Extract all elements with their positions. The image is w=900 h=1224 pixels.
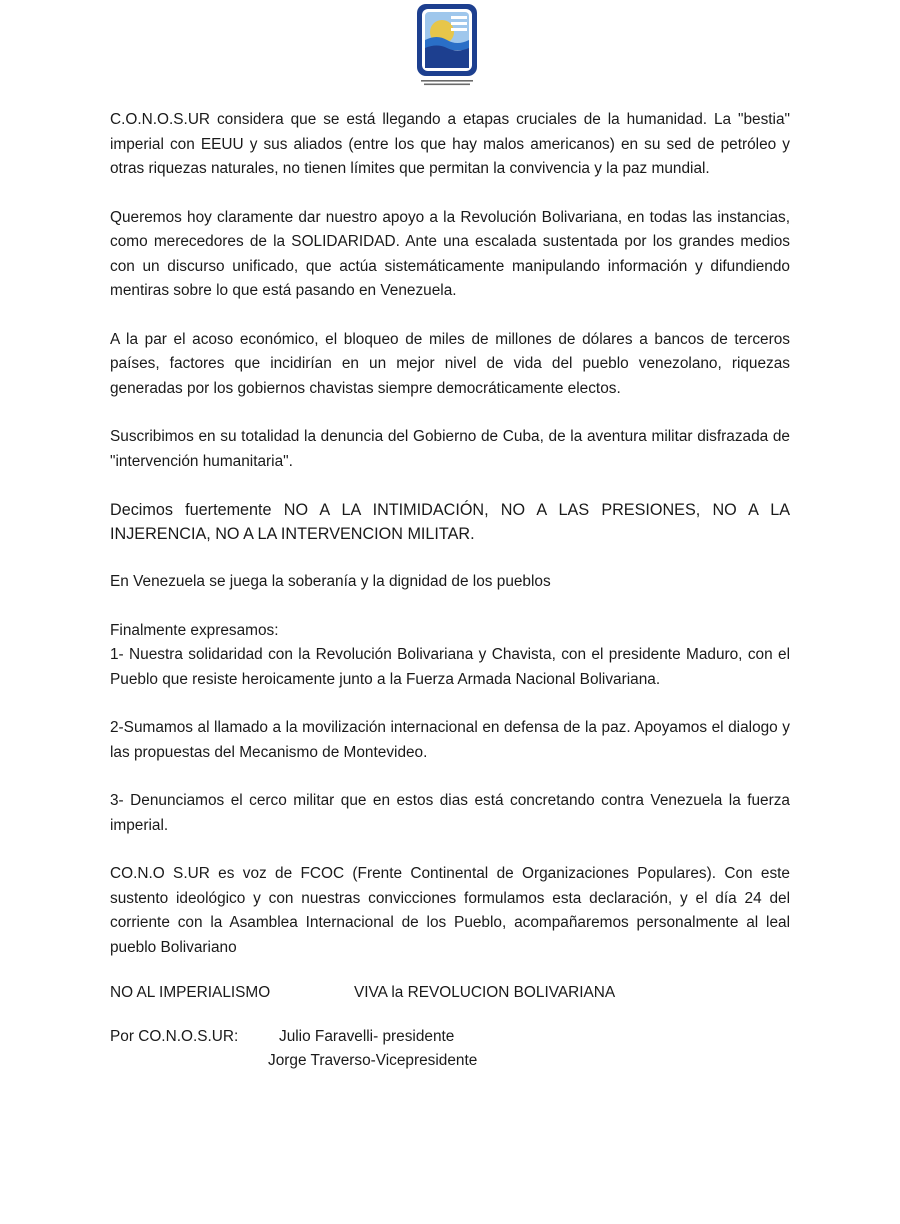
signer-president: Julio Faravelli- presidente (279, 1027, 455, 1045)
paragraph-support: Queremos hoy claramente dar nuestro apoyo a la Revolución Bolivariana, en todas las instancias, como merecedores de la SOLIDARIDAD. Ante una escalada sustentada por los grandes medios con un discurso unificado, que actúa sistemáticamente manipulando información y difundiendo mentiras sobre lo que está pasando en Venezuela. (110, 208, 790, 299)
paragraph-intro: C.O.N.O.S.UR considera que se está llegando a etapas cruciales de la humanidad. La "bestia" imperial con EEUU y sus aliados (entre los que hay malos americanos) en su sed de petróleo y otras riquezas naturales, no tienen límites que permitan la convivencia y la paz mundial. (110, 111, 790, 177)
emblem-icon (415, 2, 479, 88)
paragraph-sovereignty: En Venezuela se juega la soberanía y la dignidad de los pueblos (110, 573, 551, 590)
closing-slogans (110, 981, 790, 1006)
slogan-right: VIVA la REVOLUCION BOLIVARIANA (354, 984, 616, 1001)
list-item-1: 1- Nuestra solidaridad con la Revolución Bolivariana y Chavista, con el presidente Maduro, con el Pueblo que resiste heroicamente junto a la Fuerza Armada Nacional Bolivariana. (110, 646, 790, 688)
list-item-2: 2-Sumamos al llamado a la movilización internacional en defensa de la paz. Apoyamos el dialogo y las propuestas del Mecanismo de Montevideo. (110, 719, 790, 761)
paragraph-fcoc: CO.N.O S.UR es voz de FCOC (Frente Continental de Organizaciones Populares). Con este sustento ideológico y con nuestras convicciones formulamos esta declaración, y el día 24 del corriente con la Asamblea Internacional de los Pueblo, acompañaremos personalmente al leal pueblo Bolivariano (110, 865, 790, 956)
slogan-left: NO AL IMPERIALISMO (110, 984, 271, 1001)
declaration-body (110, 108, 790, 1074)
organization-logo (415, 2, 479, 88)
paragraph-finally: Finalmente expresamos: (110, 621, 279, 639)
paragraph-no-intimidation: Decimos fuertemente NO A LA INTIMIDACIÓN, NO A LAS PRESIONES, NO A LA INJERENCIA, NO A LA INTERVENCION MILITAR. (110, 501, 790, 543)
paragraph-economic: A la par el acoso económico, el bloqueo de miles de millones de dólares a bancos de terceros países, factores que incidirían en un mejor nivel de vida del pueblo venezolano, riquezas generadas por los gobiernos chavistas siempre democráticamente electos. (110, 330, 790, 397)
list-item-3: 3- Denunciamos el cerco militar que en estos dias está concretando contra Venezuela la fuerza imperial. (110, 792, 790, 834)
signer-vicepresident: Jorge Traverso-Vicepresidente (268, 1052, 478, 1069)
signature-block (110, 1025, 790, 1074)
signature-by: Por CO.N.O.S.UR: (110, 1027, 239, 1045)
paragraph-cuba: Suscribimos en su totalidad la denuncia del Gobierno de Cuba, de la aventura militar disfrazada de "intervención humanitaria". (110, 428, 790, 470)
